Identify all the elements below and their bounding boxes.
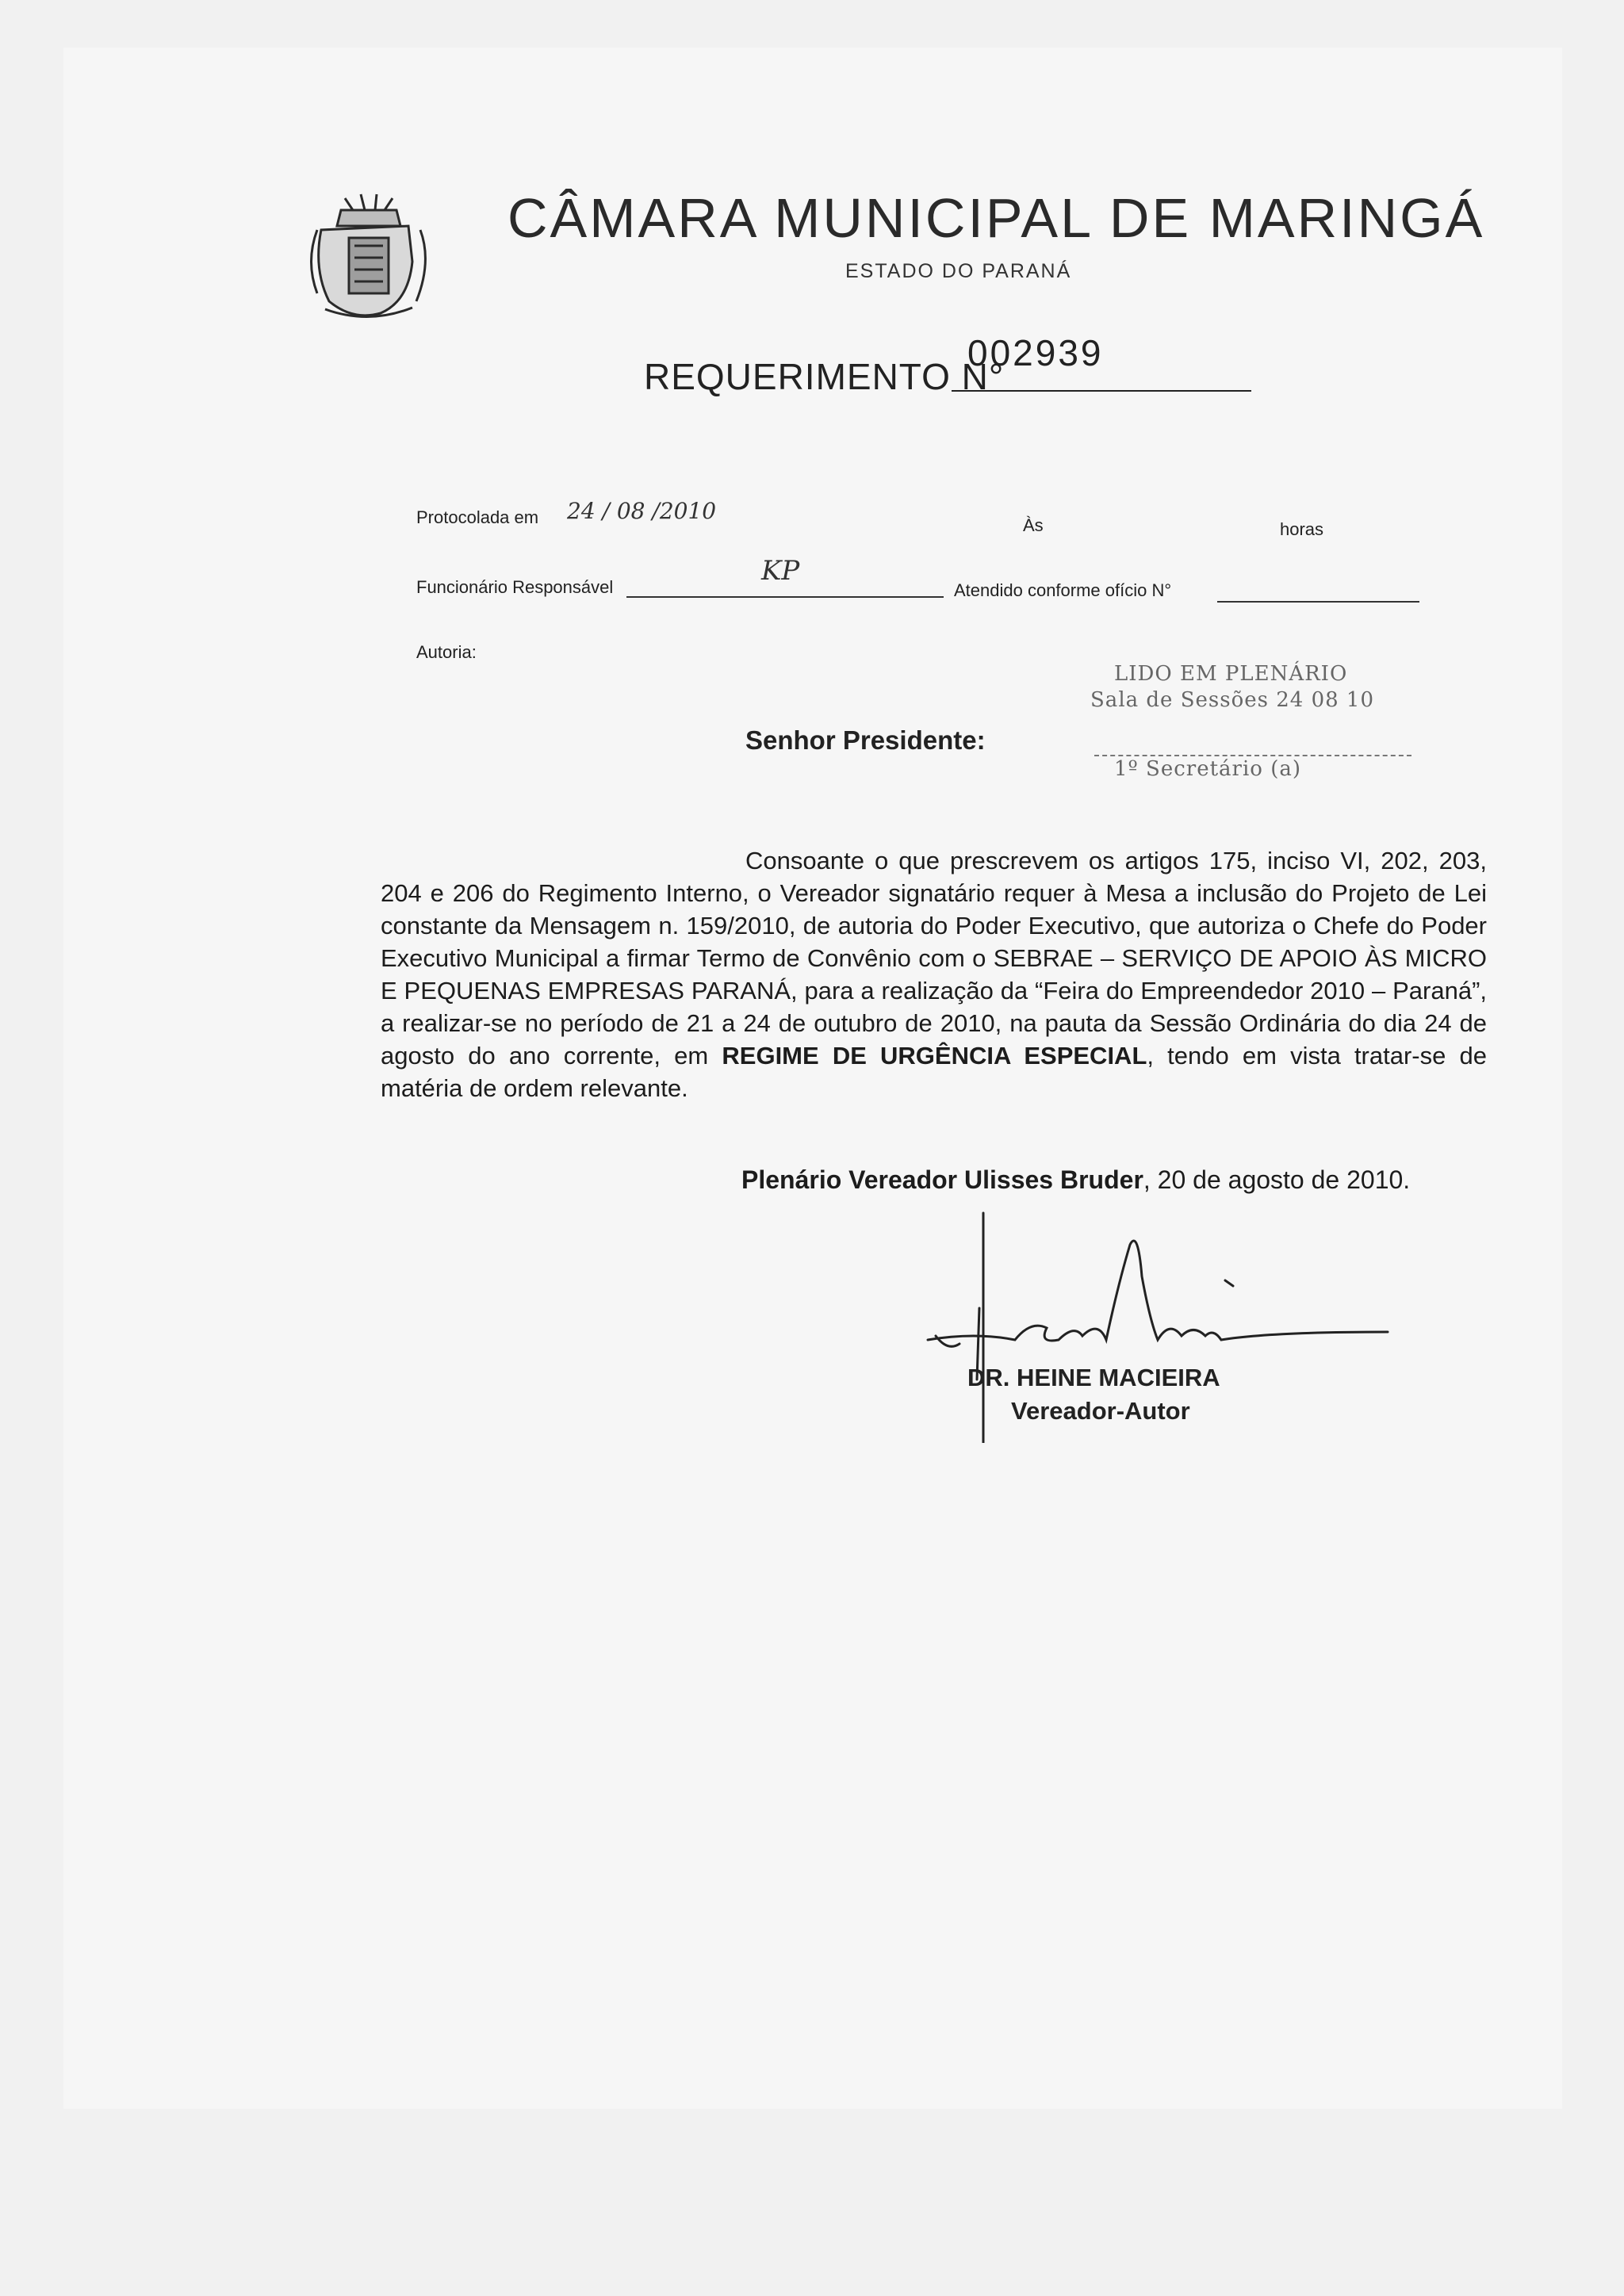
organization-subtitle: ESTADO DO PARANÁ bbox=[845, 260, 1072, 282]
stamp-secretario: 1º Secretário (a) bbox=[1114, 757, 1302, 781]
stamp-sala-de-sessoes: Sala de Sessões 24 08 10 bbox=[1090, 688, 1375, 712]
letter-body bbox=[381, 844, 1487, 1104]
stamp-lido-em-plenario: LIDO EM PLENÁRIO bbox=[1114, 662, 1348, 686]
closing-date: , 20 de agosto de 2010. bbox=[1143, 1165, 1411, 1194]
funcionario-line bbox=[626, 596, 944, 598]
letter-body-bold: REGIME DE URGÊNCIA ESPECIAL bbox=[722, 1042, 1147, 1070]
stamp-line bbox=[1094, 755, 1411, 756]
letter-body-part2: , tendo em vista tratar-se de matéria de ordem relevante. bbox=[381, 1042, 1487, 1102]
coat-of-arms-icon bbox=[305, 182, 432, 321]
autoria-label: Autoria: bbox=[416, 642, 477, 662]
horas-label: horas bbox=[1280, 519, 1324, 539]
funcionario-value: KP bbox=[761, 555, 800, 587]
closing-place: Plenário Vereador Ulisses Bruder bbox=[741, 1165, 1143, 1194]
as-label: Às bbox=[1023, 515, 1044, 535]
protocolada-value: 24 / 08 /2010 bbox=[567, 498, 717, 524]
requerimento-number: 002939 bbox=[967, 332, 1104, 373]
salutation: Senhor Presidente: bbox=[745, 725, 986, 755]
atendido-label: Atendido conforme ofício N° bbox=[954, 580, 1172, 600]
requerimento-label: REQUERIMENTO N° bbox=[644, 356, 1005, 397]
letter-body-part1: Consoante o que prescrevem os artigos 175, inciso VI, 202, 203, 204 e 206 do Regimento Interno, o Vereador signatário requer à Mesa a inclusão do Projeto de Lei constante da Mensagem n. 159/2010, de autoria do Poder Executivo, que autoriza o Chefe do Poder Executivo Municipal a firmar Termo de Convênio com o SEBRAE – SERVIÇO DE APOIO ÀS MICRO E PEQUENAS EMPRESAS PARANÁ, para a realização da “Feira do Empreendedor 2010 – Paraná”, a realizar-se no período de 21 a 24 de outubro de 2010, na pauta da Sessão Ordinária do dia 24 de agosto do ano corrente, em bbox=[381, 847, 1487, 1070]
signer-role: Vereador-Autor bbox=[1011, 1397, 1190, 1425]
atendido-line bbox=[1217, 601, 1419, 603]
signer-name: DR. HEINE MACIEIRA bbox=[967, 1364, 1220, 1391]
organization-title: CÂMARA MUNICIPAL DE MARINGÁ bbox=[508, 187, 1485, 249]
funcionario-label: Funcionário Responsável bbox=[416, 577, 614, 597]
protocolada-label: Protocolada em bbox=[416, 507, 539, 527]
requerimento-underline bbox=[952, 390, 1251, 392]
